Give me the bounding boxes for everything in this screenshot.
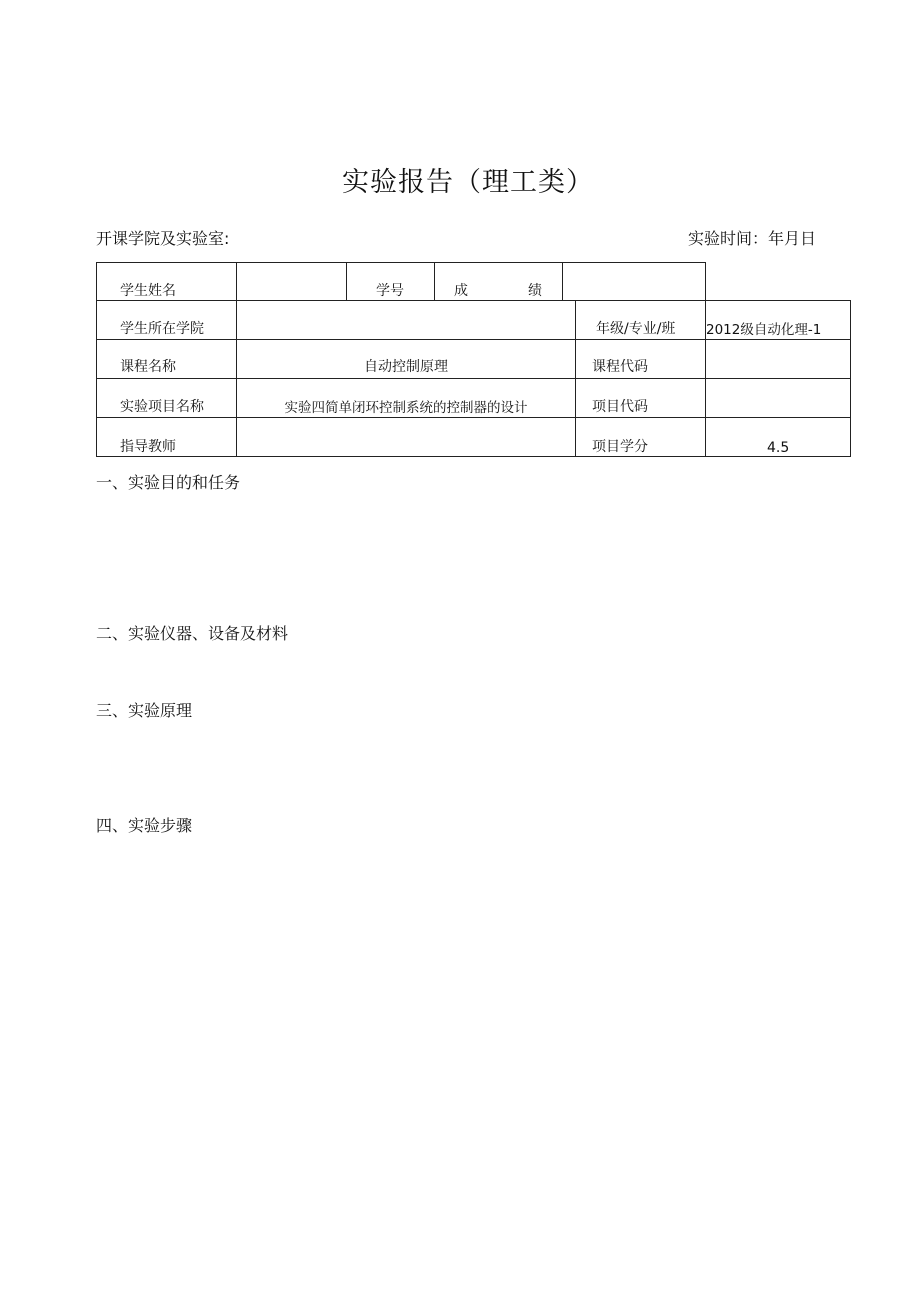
table-line xyxy=(346,262,347,300)
course-value: 自动控制原理 xyxy=(364,359,448,375)
score-label-part2: 绩 xyxy=(528,283,542,299)
project-label: 实验项目名称 xyxy=(120,399,204,415)
table-line xyxy=(562,262,563,300)
student-name-value[interactable] xyxy=(240,280,344,298)
table-line xyxy=(96,339,851,340)
project-code-label: 项目代码 xyxy=(592,399,648,415)
page-title: 实验报告（理工类） xyxy=(342,167,594,198)
table-line xyxy=(96,378,851,379)
project-value: 实验四简单闭环控制系统的控制器的设计 xyxy=(284,400,528,416)
course-label: 课程名称 xyxy=(120,359,176,375)
project-code-value[interactable] xyxy=(709,396,847,414)
student-name-label: 学生姓名 xyxy=(120,283,176,299)
teacher-label: 指导教师 xyxy=(120,439,176,455)
credits-label: 项目学分 xyxy=(592,439,648,455)
table-line xyxy=(96,300,851,301)
class-label: 年级/专业/班 xyxy=(596,321,676,337)
section-heading-equipment: 二、实验仪器、设备及材料 xyxy=(96,624,289,643)
college-value[interactable] xyxy=(240,318,572,336)
score-label-part1: 成 xyxy=(454,283,468,299)
section-heading-steps: 四、实验步骤 xyxy=(96,816,193,835)
table-line xyxy=(96,262,706,263)
section-heading-objectives: 一、实验目的和任务 xyxy=(96,473,241,492)
table-line xyxy=(96,262,97,457)
class-value: 2012级自动化理-1 xyxy=(706,322,822,338)
college-label: 学生所在学院 xyxy=(120,321,204,337)
teacher-value[interactable] xyxy=(240,436,572,454)
table-line xyxy=(96,456,851,457)
course-code-label: 课程代码 xyxy=(592,359,648,375)
college-lab-label: 开课学院及实验室: xyxy=(96,229,230,248)
table-line xyxy=(434,262,435,300)
credits-value: 4.5 xyxy=(767,440,790,456)
section-heading-principle: 三、实验原理 xyxy=(96,701,193,720)
table-line xyxy=(575,300,576,457)
table-line xyxy=(705,262,706,300)
table-line xyxy=(850,300,851,457)
course-code-value[interactable] xyxy=(709,356,847,374)
table-line xyxy=(96,417,851,418)
student-id-label: 学号 xyxy=(376,283,404,299)
experiment-date-label: 实验时间：年月日 xyxy=(688,229,817,248)
score-value[interactable] xyxy=(566,280,702,298)
